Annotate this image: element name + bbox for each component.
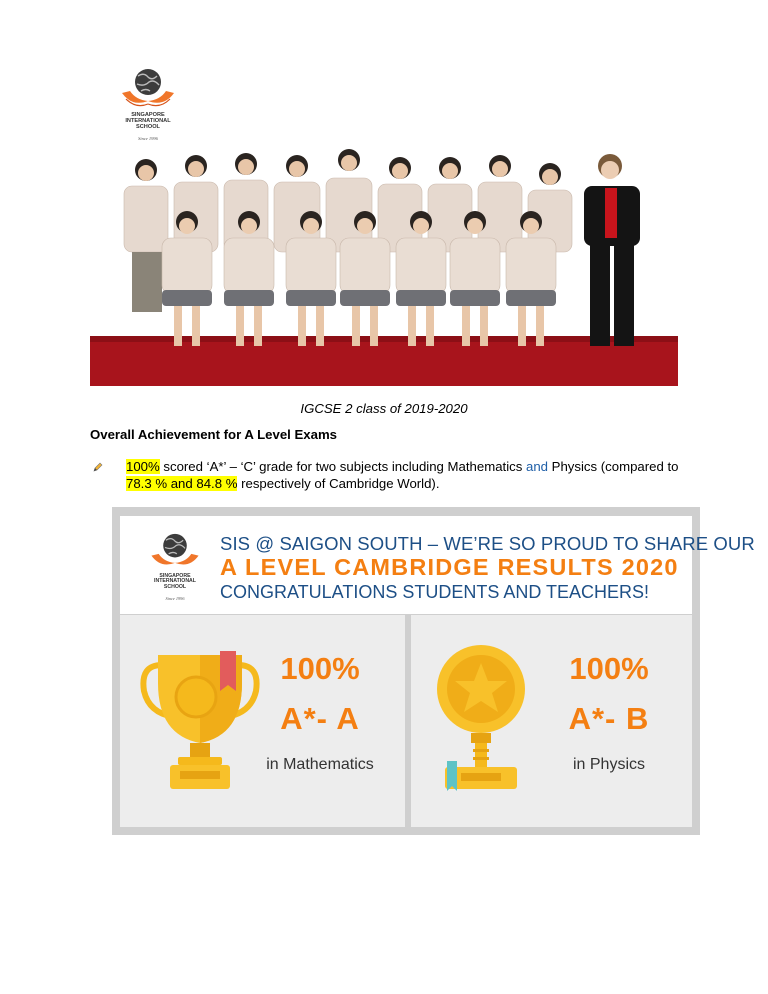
banner-logo-line-3: SCHOOL <box>163 583 187 590</box>
physics-grade: A*- B <box>568 701 650 736</box>
logo-line-2: INTERNATIONAL <box>125 117 171 124</box>
banner-logo-since: Since 1996 <box>165 596 185 601</box>
para-text-1: scored ‘A*’ – ‘C’ grade for two subjects including Mathematics <box>159 459 526 474</box>
math-result-card <box>120 615 405 827</box>
math-percent: 100% <box>280 651 360 686</box>
results-banner <box>112 507 755 835</box>
globe-hands-icon <box>116 66 180 112</box>
section-heading: Overall Achievement for A Level Exams <box>90 427 338 442</box>
logo-since: Since 1996 <box>138 136 158 141</box>
logo-line-1: SINGAPORE <box>131 112 165 118</box>
banner-line-1: SIS @ SAIGON SOUTH – WE’RE SO PROUD TO SHARE OUR <box>220 533 755 554</box>
logo-line-3: SCHOOL <box>136 123 160 130</box>
banner-line-3: CONGRATULATIONS STUDENTS AND TEACHERS! <box>220 582 650 602</box>
banner-line-2: A LEVEL CAMBRIDGE RESULTS 2020 <box>220 554 679 580</box>
physics-subject: in Physics <box>572 756 646 773</box>
globe-hands-icon <box>146 530 204 574</box>
medal-icon <box>431 643 531 793</box>
logo-school-name <box>116 113 180 131</box>
banner-school-logo <box>146 530 204 610</box>
math-subject: in Mathematics <box>266 756 374 773</box>
trophy-icon <box>140 647 260 797</box>
physics-percent: 100% <box>569 651 649 686</box>
banner-logo-line-1: SINGAPORE <box>159 573 191 579</box>
banner-logo-name <box>146 574 204 590</box>
math-grade: A*- A <box>280 701 360 736</box>
para-and: and <box>525 459 548 474</box>
photo-caption: IGCSE 2 class of 2019-2020 <box>300 401 468 416</box>
school-logo <box>116 66 180 146</box>
class-photo <box>90 146 678 386</box>
para-text-3: respectively of Cambridge World). <box>237 476 440 491</box>
pencil-icon <box>92 461 104 473</box>
class-group-photo-icon <box>90 146 678 386</box>
banner-header <box>120 516 755 614</box>
banner-logo-line-2: INTERNATIONAL <box>154 578 196 585</box>
highlight-100-percent: 100% <box>126 459 160 474</box>
achievement-paragraph <box>126 458 686 492</box>
highlight-comparison: 78.3 % and 84.8 % <box>126 476 238 491</box>
physics-result-card <box>411 615 692 827</box>
para-text-2: Physics (compared to <box>548 459 679 474</box>
